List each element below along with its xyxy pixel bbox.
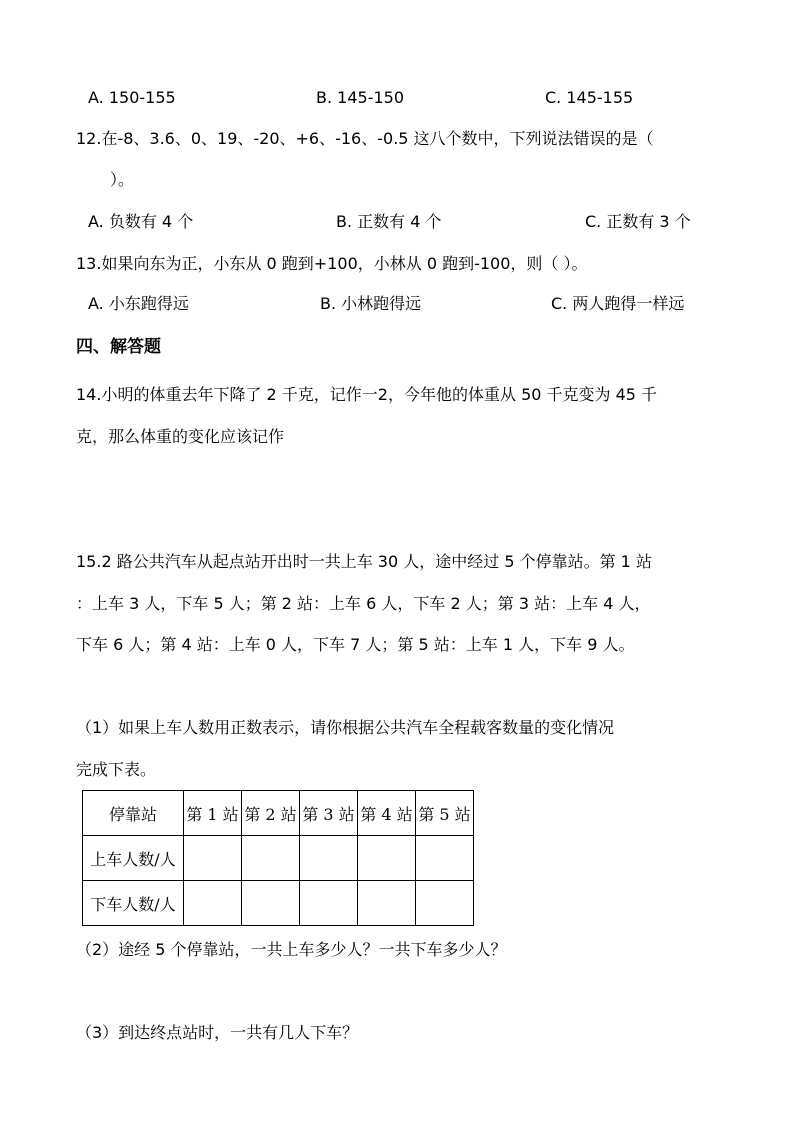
q12-stem-end: ）。 [110, 170, 135, 189]
q15-sub3: （3）到达终点站时，一共有几人下车？ [76, 1023, 359, 1042]
table-header-cell: 停靠站 [83, 791, 184, 836]
q15-stem-line3: 下车 6 人；第 4 站：上车 0 人，下车 7 人；第 5 站：上车 1 人，下车 9 人。 [76, 635, 635, 654]
table-header-row [83, 791, 474, 836]
table-cell[interactable] [358, 881, 416, 926]
q12-stem: 12.在-8、3.6、0、19、-20、+6、-16、-0.5 这八个数中，下列说法错误的是（ [76, 129, 654, 148]
table-cell[interactable] [300, 881, 358, 926]
table-header-cell: 第 1 站 [184, 791, 242, 836]
q12-option-c: C. 正数有 3 个 [585, 212, 691, 231]
table-header-cell: 第 4 站 [358, 791, 416, 836]
table-row-label: 上车人数/人 [83, 836, 184, 881]
table-cell[interactable] [416, 881, 474, 926]
q14-stem-line2: 克，那么体重的变化应该记作 [76, 427, 285, 446]
table-row [83, 836, 474, 881]
q15-sub1-line2: 完成下表。 [76, 760, 157, 779]
table-header-cell: 第 3 站 [300, 791, 358, 836]
table-cell[interactable] [358, 836, 416, 881]
q11-option-a: A. 150-155 [88, 88, 176, 107]
q15-sub2: （2）途经 5 个停靠站，一共上车多少人？一共下车多少人？ [76, 940, 507, 959]
section-heading: 四、解答题 [76, 337, 161, 357]
table-cell[interactable] [300, 836, 358, 881]
q13-stem: 13.如果向东为正，小东从 0 跑到+100，小林从 0 跑到-100，则（ ）。 [76, 254, 588, 273]
q15-sub1-line1: （1）如果上车人数用正数表示，请你根据公共汽车全程载客数量的变化情况 [76, 718, 615, 737]
bus-station-table [82, 790, 474, 926]
table-header-cell: 第 2 站 [242, 791, 300, 836]
q11-option-c: C. 145-155 [545, 88, 634, 107]
q13-option-b: B. 小林跑得远 [320, 294, 422, 313]
table-cell[interactable] [242, 881, 300, 926]
table-header-cell: 第 5 站 [416, 791, 474, 836]
table-row [83, 881, 474, 926]
q15-stem-line2: ：上车 3 人，下车 5 人；第 2 站：上车 6 人，下车 2 人；第 3 站：上车 4 人， [76, 594, 651, 613]
table-cell[interactable] [184, 836, 242, 881]
q11-option-b: B. 145-150 [316, 88, 404, 107]
q12-option-a: A. 负数有 4 个 [88, 212, 194, 231]
table-cell[interactable] [416, 836, 474, 881]
q15-stem-line1: 15.2 路公共汽车从起点站开出时一共上车 30 人，途中经过 5 个停靠站。第 1 站 [76, 552, 652, 571]
table-row-label: 下车人数/人 [83, 881, 184, 926]
table-cell[interactable] [242, 836, 300, 881]
q12-option-b: B. 正数有 4 个 [336, 212, 442, 231]
q13-option-c: C. 两人跑得一样远 [551, 294, 685, 313]
table-cell[interactable] [184, 881, 242, 926]
q13-option-a: A. 小东跑得远 [88, 294, 189, 313]
q14-stem-line1: 14.小明的体重去年下降了 2 千克，记作一2，今年他的体重从 50 千克变为 45 千 [76, 385, 658, 404]
